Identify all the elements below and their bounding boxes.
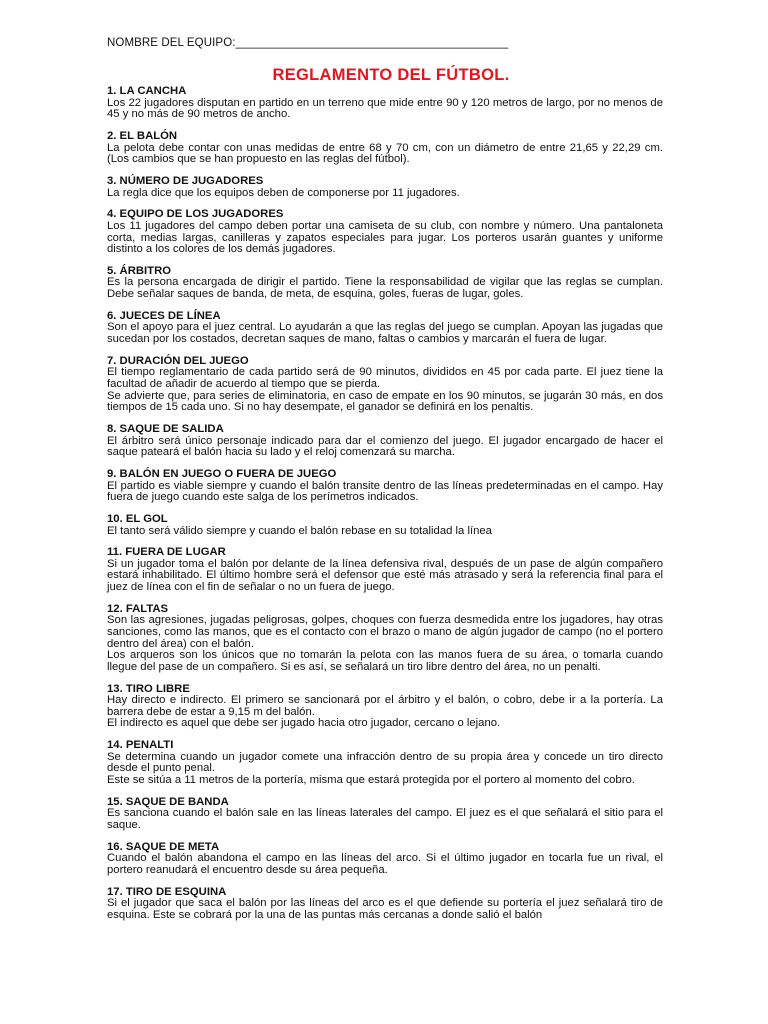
rule-text: Este se sitúa a 11 metros de la portería, misma que estará protegida por el portero al momento del cobro. [107,773,635,786]
rule-section [107,176,663,199]
rule-section [107,209,663,255]
rule-section [107,131,663,166]
rule-text: Los 11 jugadores del campo deben portar una camiseta de su club, con nombre y número. Una pantaloneta corta, medias largas, canilleras y zapatos especiales para jugar. Los porteros usarán guantes y uniforme distinto a los colores de los demás jugadores. [107,219,663,256]
rule-section [107,842,663,877]
rule-text: Son el apoyo para el juez central. Lo ayudarán a que las reglas del juego se cumplan. Apoyan las jugadas que sucedan por los costados, decretan saques de mano, faltas o cambios y marcarán el fuera de lugar. [107,321,663,346]
rule-heading: 11. FUERA DE LUGAR [107,546,226,559]
rule-section [107,604,663,674]
rule-text: Cuando el balón abandona el campo en las líneas del arco. Si el último jugador en tocarla fue un rival, el portero reanudará el encuentro desde su área pequeña. [107,852,663,876]
rule-text: El partido es viable siempre y cuando el balón transite dentro de las líneas predeterminadas en el campo. Hay fuera de juego cuando este salga de los perímetros indicados. [107,479,663,504]
rule-heading: 14. PENALTI [107,739,174,752]
rule-heading: 9. BALÓN EN JUEGO O FUERA DE JUEGO [107,467,337,480]
rule-heading: 16. SAQUE DE META [107,840,220,853]
rule-text: Es la persona encargada de dirigir el partido. Tiene la responsabilidad de vigilar que las reglas se cumplan. Debe señalar saques de banda, de meta, de esquina, goles, fueras de lugar, goles. [107,276,663,301]
rule-text: El tanto será válido siempre y cuando el balón rebase en su totalidad la línea [107,524,492,537]
rule-text: Es sanciona cuando el balón sale en las líneas laterales del campo. El juez es el que señalará el sitio para el saque. [107,807,663,831]
rule-section [107,547,663,593]
rule-text: La pelota debe contar con unas medidas de entre 68 y 70 cm, con un diámetro de entre 21,65 y 22,29 cm. (Los cambios que se han propuesto en las reglas del fútbol). [107,141,663,166]
rule-text: El tiempo reglamentario de cada partido será de 90 minutos, divididos en 45 por cada parte. El juez tiene la facultad de añadir de acuerdo al tiempo que se pierda. [107,366,663,390]
rule-section [107,684,663,730]
rule-section [107,740,663,786]
rule-section [107,86,663,121]
rule-text: Los arqueros son los únicos que no tomarán la pelota con las manos fuera de su área, o tomarla cuando llegue del pase de un compañero. Si es así, se señalará un tiro libre dentro del área, no un penalti. [107,649,663,673]
rule-heading: 15. SAQUE DE BANDA [107,795,229,808]
rule-section [107,356,663,414]
rule-section [107,469,663,504]
rule-heading: 17. TIRO DE ESQUINA [107,885,227,898]
rule-heading: 6. JUECES DE LÍNEA [107,309,221,322]
rule-heading: 3. NÚMERO DE JUGADORES [107,174,264,187]
rule-text: Los 22 jugadores disputan en partido en un terreno que mide entre 90 y 120 metros de largo, por no menos de 45 y no más de 90 metros de ancho. [107,96,663,121]
rule-heading: 13. TIRO LIBRE [107,682,190,695]
rule-section [107,311,663,346]
rule-heading: 2. EL BALÓN [107,129,178,142]
rule-section [107,797,663,832]
rule-text: La regla dice que los equipos deben de componerse por 11 jugadores. [107,186,460,199]
document-title: REGLAMENTO DEL FÚTBOL. [272,66,510,84]
rules-body [107,86,663,932]
rule-text: Son las agresiones, jugadas peligrosas, golpes, choques con fuerza desmedida entre los jugadores, hay otras sanciones, como las manos, que es el contacto con el brazo o mano de algún jugador de campo (no el portero dentro del área) con el balón. [107,614,663,650]
rule-text: El indirecto es aquel que debe ser jugado hacia otro jugador, cercano o lejano. [107,717,501,730]
rule-text: Hay directo e indirecto. El primero se sancionará por el árbitro y el balón, o cobro, debe ir a la portería. La barrera debe de estar a 9,15 m del balón. [107,694,663,718]
rule-heading: 8. SAQUE DE SALIDA [107,422,224,435]
rule-heading: 12. FALTAS [107,602,169,615]
rule-heading: 7. DURACIÓN DEL JUEGO [107,354,249,367]
team-name-line: NOMBRE DEL EQUIPO:__________________________________________ [107,37,509,49]
rule-heading: 10. EL GOL [107,512,168,525]
rule-section [107,266,663,301]
rule-heading: 4. EQUIPO DE LOS JUGADORES [107,208,284,221]
rule-text: Si el jugador que saca el balón por las líneas del arco es el que defiende su portería el juez señalará tiro de esquina. Este se cobrará por la una de las puntas más cercanas a donde salió el balón [107,897,663,921]
rule-section [107,514,663,537]
rule-section [107,887,663,922]
rule-text: El árbitro será único personaje indicado para dar el comienzo del juego. El jugador encargado de hacer el saque pateará el balón hacia su lado y el reloj comenzará su marcha. [107,434,663,459]
rule-text: Si un jugador toma el balón por delante de la línea defensiva rival, después de un pase de algún compañero estará inhabilitado. El último hombre será el defensor que esté más atrasado y será la referencia final para el juez de línea con el fin de señalar o no un fuera de juego. [107,557,663,594]
rule-text: Se advierte que, para series de eliminatoria, en caso de empate en los 90 minutos, se jugarán 30 más, en dos tiempos de 15 cada uno. Si no hay desempate, el ganador se definirá en los penaltis. [107,389,663,414]
rule-heading: 1. LA CANCHA [107,85,187,97]
rule-section [107,424,663,459]
rule-text: Se determina cuando un jugador comete una infracción dentro de su propia área y concede un tiro directo desde el punto penal. [107,750,663,775]
rule-heading: 5. ÁRBITRO [107,264,172,277]
